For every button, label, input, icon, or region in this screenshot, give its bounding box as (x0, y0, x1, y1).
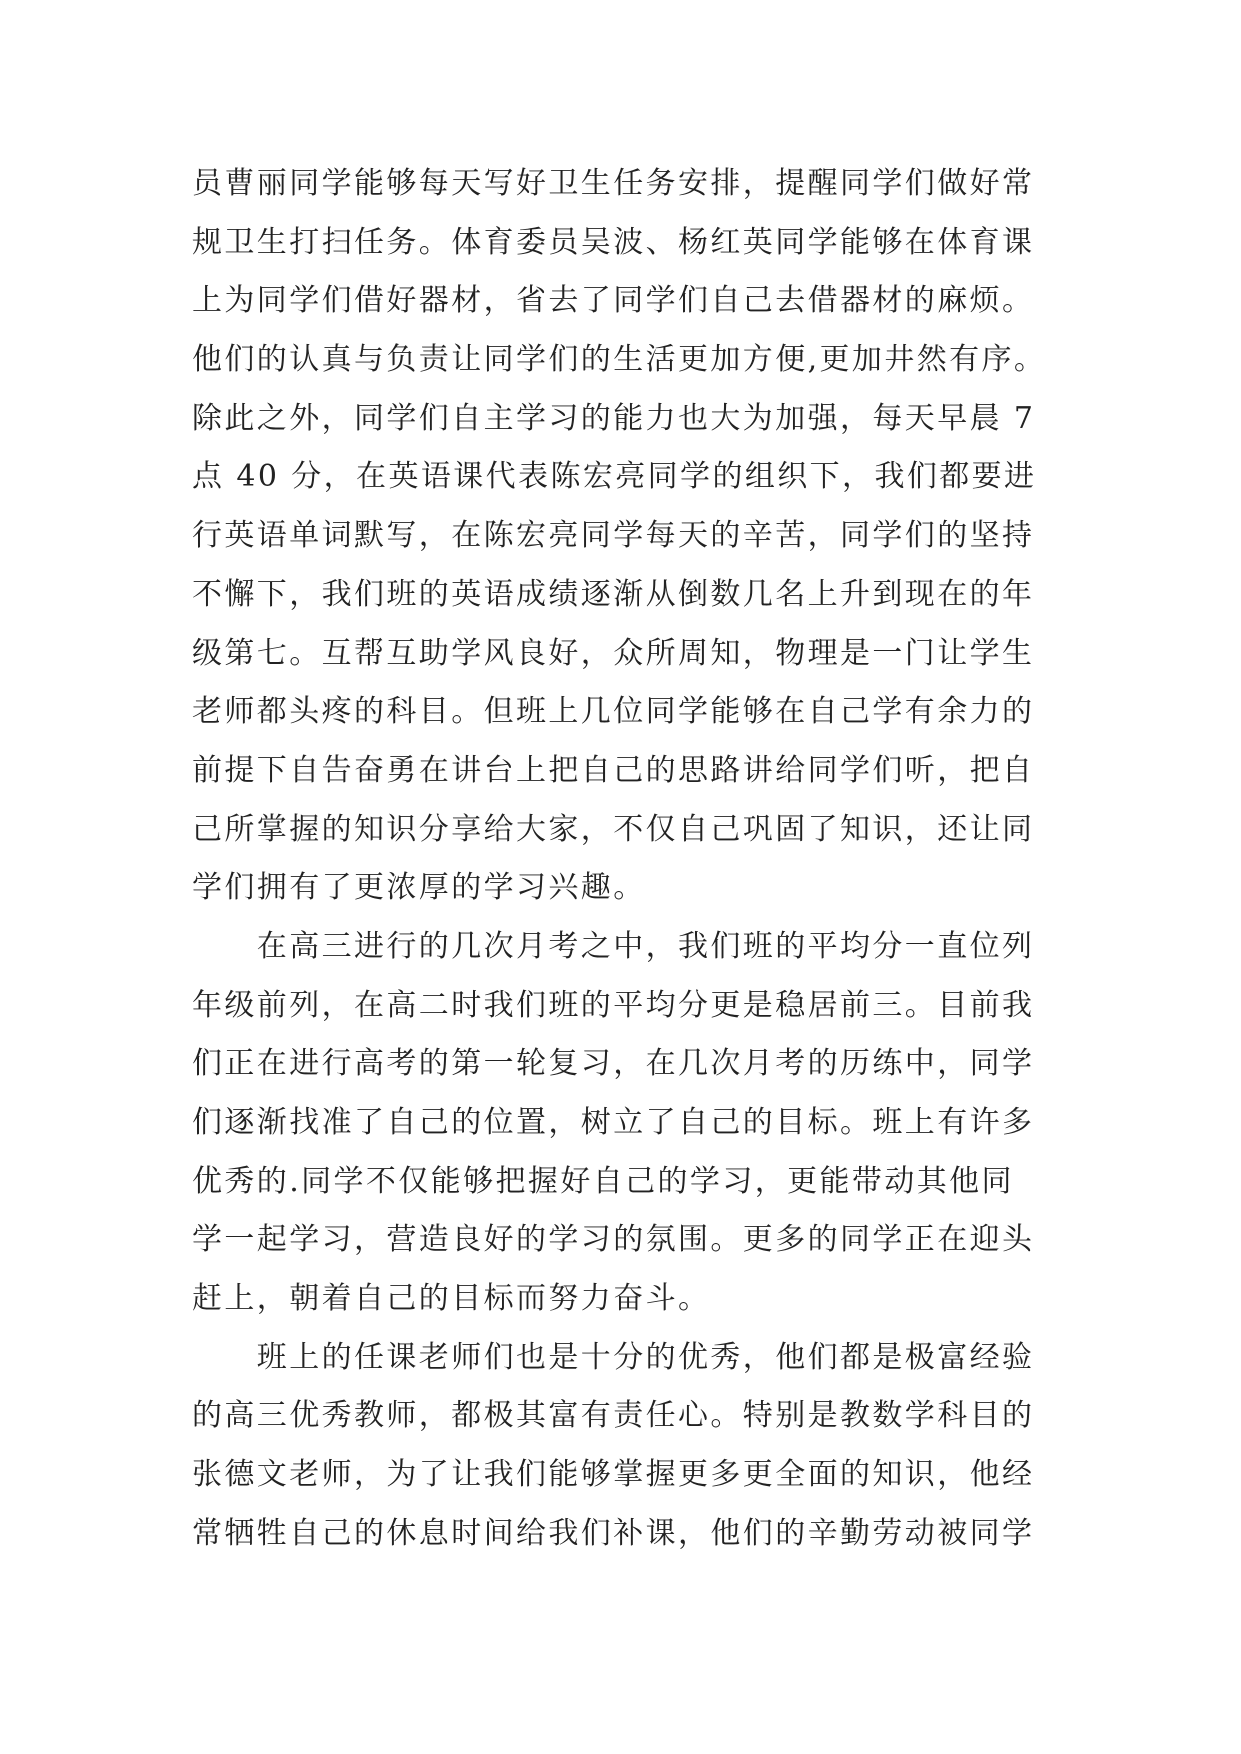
text-line: 的高三优秀教师，都极其富有责任心。特别是教数学科目的 (192, 1398, 1035, 1434)
text-line: 们正在进行高考的第一轮复习，在几次月考的历练中，同学 (192, 1046, 1035, 1082)
text-line: 学们拥有了更浓厚的学习兴趣。 (192, 870, 646, 906)
text-line: 员曹丽同学能够每天写好卫生任务安排，提醒同学们做好常 (192, 166, 1035, 201)
text-line: 赶上，朝着自己的目标而努力奋斗。 (192, 1281, 711, 1317)
text-line: 规卫生打扫任务。体育委员吴波、杨红英同学能够在体育课 (192, 224, 1035, 260)
text-line: 学一起学习，营造良好的学习的氛围。更多的同学正在迎头 (192, 1222, 1035, 1258)
text-line: 不懈下，我们班的英语成绩逐渐从倒数几名上升到现在的年 (192, 576, 1035, 612)
text-line: 己所掌握的知识分享给大家，不仅自己巩固了知识，还让同 (192, 811, 1035, 847)
text-line: 行英语单词默写，在陈宏亮同学每天的辛苦，同学们的坚持 (192, 518, 1035, 554)
text-line: 点 40 分，在英语课代表陈宏亮同学的组织下，我们都要进 (192, 459, 1037, 495)
body-text (192, 155, 1072, 1564)
text-line: 班上的任课老师们也是十分的优秀，他们都是极富经验 (192, 1339, 1035, 1375)
text-line: 老师都头疼的科目。但班上几位同学能够在自己学有余力的 (192, 694, 1035, 730)
text-line: 级第七。互帮互助学风良好，众所周知，物理是一门让学生 (192, 635, 1035, 671)
text-line: 年级前列，在高二时我们班的平均分更是稳居前三。目前我 (192, 987, 1035, 1023)
text-line: 张德文老师，为了让我们能够掌握更多更全面的知识，他经 (192, 1457, 1035, 1493)
text-line: 优秀的.同学不仅能够把握好自己的学习，更能带动其他同 (192, 1163, 1014, 1199)
text-line: 们逐渐找准了自己的位置，树立了自己的目标。班上有许多 (192, 1105, 1035, 1140)
text-line: 除此之外，同学们自主学习的能力也大为加强，每天早晨 7 (192, 400, 1036, 436)
text-line: 上为同学们借好器材，省去了同学们自己去借器材的麻烦。 (192, 283, 1035, 319)
text-line: 他们的认真与负责让同学们的生活更加方便,更加井然有序。 (192, 342, 1047, 378)
text-line: 在高三进行的几次月考之中，我们班的平均分一直位列 (192, 928, 1035, 964)
text-line: 常牺牲自己的休息时间给我们补课，他们的辛勤劳动被同学 (192, 1515, 1035, 1551)
text-line: 前提下自告奋勇在讲台上把自己的思路讲给同学们听，把自 (192, 752, 1035, 788)
